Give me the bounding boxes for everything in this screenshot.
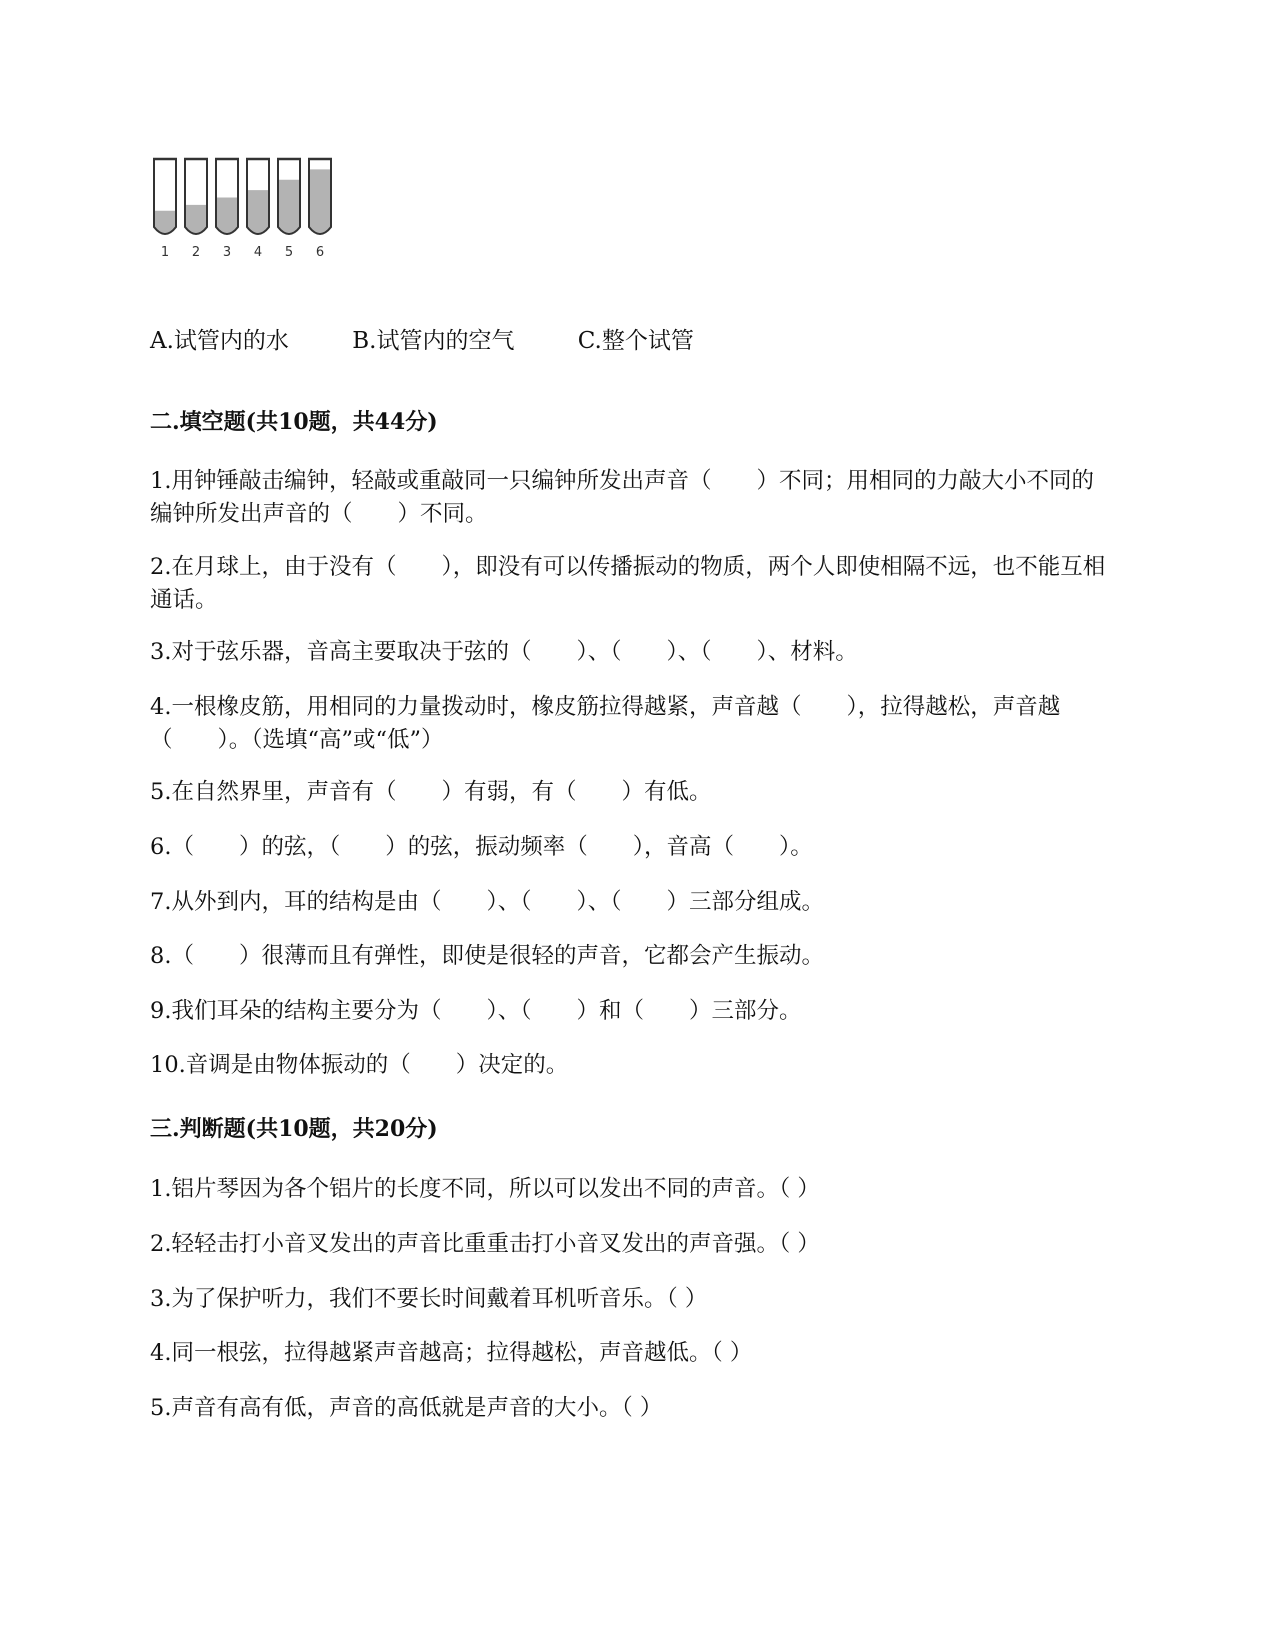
tube-label-5: 5 [284,245,294,260]
test-tube-5 [277,159,301,260]
fill-question-5: 5.在自然界里，声音有（ ）有弱，有（ ）有低。 [150,779,712,805]
judge-question-5: 5.声音有高有低，声音的高低就是声音的大小。（ ） [150,1395,663,1421]
water-level-5 [279,180,299,233]
fill-question-3: 3.对于弦乐器，音高主要取决于弦的（ ）、（ ）、（ ）、材料。 [150,639,858,665]
choice-c[interactable]: C.整个试管 [577,328,694,354]
answer-choices [150,322,694,355]
tube-label-2: 2 [191,245,201,260]
fill-question-1: 1.用钟锤敲击编钟，轻敲或重敲同一只编钟所发出声音（ ）不同；用相同的力敲大小不同的编钟所发出声音的（ ）不同。 [150,468,1094,527]
section-3-title: 三.判断题(共10题，共20分) [150,1116,438,1142]
test-tube-2 [184,159,208,260]
water-level-6 [310,169,330,233]
judge-question-1: 1.铝片琴因为各个铝片的长度不同，所以可以发出不同的声音。（ ） [150,1176,820,1202]
water-level-1 [155,211,175,233]
water-level-2 [186,205,206,233]
fill-question-10: 10.音调是由物体振动的（ ）决定的。 [150,1052,569,1078]
fill-question-2: 2.在月球上，由于没有（ ），即没有可以传播振动的物质，两个人即使相隔不远，也不能互相通话。 [150,554,1106,613]
judge-question-2: 2.轻轻击打小音叉发出的声音比重重击打小音叉发出的声音强。（ ） [150,1231,820,1257]
judge-question-4: 4.同一根弦，拉得越紧声音越高；拉得越松，声音越低。（ ） [150,1340,753,1366]
test-tube-1 [153,159,177,260]
section-2-title: 二.填空题(共10题，共44分) [150,409,438,435]
choice-a[interactable]: A.试管内的水 [150,328,289,354]
water-level-3 [217,197,237,233]
fill-question-4: 4.一根橡皮筋，用相同的力量拨动时，橡皮筋拉得越紧，声音越（ ），拉得越松，声音越（ ）。（选填“高”或“低”） [150,694,1061,753]
fill-question-7: 7.从外到内，耳的结构是由（ ）、（ ）、（ ）三部分组成。 [150,889,824,915]
tube-label-3: 3 [222,245,232,260]
test-tubes-figure [150,155,360,270]
test-tube-6 [308,159,332,260]
test-tube-4 [246,159,270,260]
fill-question-6: 6.（ ）的弦，（ ）的弦，振动频率（ ），音高（ ）。 [150,834,813,860]
fill-question-9: 9.我们耳朵的结构主要分为（ ）、（ ）和（ ）三部分。 [150,998,802,1024]
tube-label-4: 4 [253,245,263,260]
choice-b[interactable]: B.试管内的空气 [352,328,515,354]
test-tubes-diagram [150,155,360,270]
tube-label-6: 6 [315,245,325,260]
judge-question-3: 3.为了保护听力，我们不要长时间戴着耳机听音乐。（ ） [150,1286,708,1312]
fill-question-8: 8.（ ）很薄而且有弹性，即使是很轻的声音，它都会产生振动。 [150,943,824,969]
water-level-4 [248,190,268,233]
tube-label-1: 1 [160,245,170,260]
test-tube-3 [215,159,239,260]
